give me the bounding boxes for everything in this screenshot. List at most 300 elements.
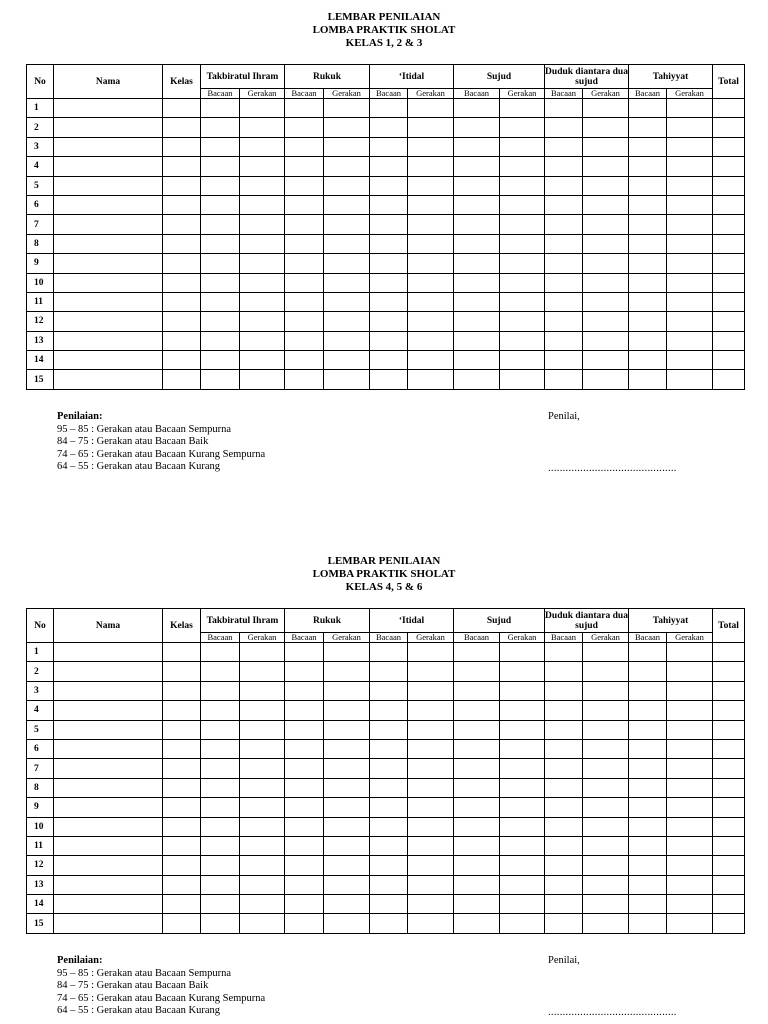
score-cell[interactable] — [324, 856, 370, 875]
score-cell[interactable] — [583, 739, 629, 758]
score-cell[interactable] — [500, 215, 545, 234]
score-cell[interactable] — [370, 331, 408, 350]
score-cell[interactable] — [370, 118, 408, 137]
nama-cell[interactable] — [54, 273, 163, 292]
score-cell[interactable] — [454, 778, 500, 797]
score-cell[interactable] — [545, 856, 583, 875]
score-cell[interactable] — [500, 195, 545, 214]
total-cell[interactable] — [713, 312, 745, 331]
kelas-cell[interactable] — [163, 370, 201, 389]
score-cell[interactable] — [201, 798, 240, 817]
score-cell[interactable] — [583, 370, 629, 389]
score-cell[interactable] — [324, 118, 370, 137]
score-cell[interactable] — [454, 914, 500, 933]
score-cell[interactable] — [667, 234, 713, 253]
score-cell[interactable] — [408, 157, 454, 176]
score-cell[interactable] — [545, 312, 583, 331]
score-cell[interactable] — [370, 99, 408, 118]
score-cell[interactable] — [583, 759, 629, 778]
score-cell[interactable] — [370, 351, 408, 370]
score-cell[interactable] — [629, 254, 667, 273]
kelas-cell[interactable] — [163, 331, 201, 350]
score-cell[interactable] — [240, 351, 285, 370]
nama-cell[interactable] — [54, 739, 163, 758]
score-cell[interactable] — [500, 176, 545, 195]
score-cell[interactable] — [324, 836, 370, 855]
score-cell[interactable] — [201, 273, 240, 292]
kelas-cell[interactable] — [163, 254, 201, 273]
score-cell[interactable] — [285, 331, 324, 350]
score-cell[interactable] — [240, 195, 285, 214]
kelas-cell[interactable] — [163, 798, 201, 817]
score-cell[interactable] — [545, 817, 583, 836]
score-cell[interactable] — [629, 137, 667, 156]
score-cell[interactable] — [667, 720, 713, 739]
score-cell[interactable] — [324, 720, 370, 739]
score-cell[interactable] — [667, 157, 713, 176]
score-cell[interactable] — [201, 681, 240, 700]
total-cell[interactable] — [713, 254, 745, 273]
score-cell[interactable] — [240, 914, 285, 933]
total-cell[interactable] — [713, 662, 745, 681]
score-cell[interactable] — [285, 312, 324, 331]
score-cell[interactable] — [408, 370, 454, 389]
total-cell[interactable] — [713, 701, 745, 720]
score-cell[interactable] — [285, 254, 324, 273]
score-cell[interactable] — [667, 99, 713, 118]
score-cell[interactable] — [408, 312, 454, 331]
score-cell[interactable] — [370, 234, 408, 253]
score-cell[interactable] — [454, 137, 500, 156]
score-cell[interactable] — [583, 836, 629, 855]
score-cell[interactable] — [629, 759, 667, 778]
score-cell[interactable] — [285, 759, 324, 778]
total-cell[interactable] — [713, 99, 745, 118]
score-cell[interactable] — [370, 681, 408, 700]
score-cell[interactable] — [454, 739, 500, 758]
kelas-cell[interactable] — [163, 215, 201, 234]
score-cell[interactable] — [545, 215, 583, 234]
score-cell[interactable] — [545, 662, 583, 681]
score-cell[interactable] — [201, 234, 240, 253]
score-cell[interactable] — [500, 798, 545, 817]
score-cell[interactable] — [545, 195, 583, 214]
score-cell[interactable] — [408, 215, 454, 234]
score-cell[interactable] — [285, 681, 324, 700]
score-cell[interactable] — [324, 312, 370, 331]
total-cell[interactable] — [713, 273, 745, 292]
score-cell[interactable] — [240, 681, 285, 700]
score-cell[interactable] — [285, 215, 324, 234]
score-cell[interactable] — [454, 681, 500, 700]
score-cell[interactable] — [370, 720, 408, 739]
score-cell[interactable] — [583, 331, 629, 350]
score-cell[interactable] — [583, 99, 629, 118]
score-cell[interactable] — [240, 662, 285, 681]
score-cell[interactable] — [629, 798, 667, 817]
score-cell[interactable] — [285, 836, 324, 855]
score-cell[interactable] — [667, 836, 713, 855]
kelas-cell[interactable] — [163, 234, 201, 253]
score-cell[interactable] — [629, 662, 667, 681]
nama-cell[interactable] — [54, 292, 163, 311]
score-cell[interactable] — [500, 836, 545, 855]
score-cell[interactable] — [454, 215, 500, 234]
score-cell[interactable] — [285, 292, 324, 311]
score-cell[interactable] — [667, 292, 713, 311]
score-cell[interactable] — [201, 701, 240, 720]
kelas-cell[interactable] — [163, 895, 201, 914]
score-cell[interactable] — [240, 875, 285, 894]
score-cell[interactable] — [408, 662, 454, 681]
total-cell[interactable] — [713, 895, 745, 914]
score-cell[interactable] — [324, 817, 370, 836]
score-cell[interactable] — [500, 137, 545, 156]
score-cell[interactable] — [201, 254, 240, 273]
score-cell[interactable] — [454, 875, 500, 894]
score-cell[interactable] — [324, 662, 370, 681]
total-cell[interactable] — [713, 856, 745, 875]
score-cell[interactable] — [545, 234, 583, 253]
score-cell[interactable] — [454, 292, 500, 311]
score-cell[interactable] — [324, 895, 370, 914]
score-cell[interactable] — [408, 273, 454, 292]
score-cell[interactable] — [667, 254, 713, 273]
score-cell[interactable] — [324, 739, 370, 758]
score-cell[interactable] — [201, 99, 240, 118]
score-cell[interactable] — [583, 195, 629, 214]
score-cell[interactable] — [285, 662, 324, 681]
score-cell[interactable] — [545, 273, 583, 292]
nama-cell[interactable] — [54, 701, 163, 720]
score-cell[interactable] — [285, 351, 324, 370]
nama-cell[interactable] — [54, 836, 163, 855]
score-cell[interactable] — [500, 856, 545, 875]
score-cell[interactable] — [583, 234, 629, 253]
score-cell[interactable] — [629, 914, 667, 933]
score-cell[interactable] — [201, 739, 240, 758]
score-cell[interactable] — [370, 137, 408, 156]
score-cell[interactable] — [454, 836, 500, 855]
score-cell[interactable] — [545, 701, 583, 720]
kelas-cell[interactable] — [163, 817, 201, 836]
score-cell[interactable] — [201, 370, 240, 389]
score-cell[interactable] — [629, 856, 667, 875]
score-cell[interactable] — [240, 895, 285, 914]
score-cell[interactable] — [408, 331, 454, 350]
score-cell[interactable] — [500, 157, 545, 176]
score-cell[interactable] — [667, 643, 713, 662]
kelas-cell[interactable] — [163, 195, 201, 214]
score-cell[interactable] — [285, 176, 324, 195]
score-cell[interactable] — [285, 875, 324, 894]
score-cell[interactable] — [454, 254, 500, 273]
score-cell[interactable] — [545, 875, 583, 894]
score-cell[interactable] — [285, 273, 324, 292]
score-cell[interactable] — [667, 778, 713, 797]
score-cell[interactable] — [240, 720, 285, 739]
total-cell[interactable] — [713, 681, 745, 700]
score-cell[interactable] — [408, 681, 454, 700]
score-cell[interactable] — [201, 643, 240, 662]
score-cell[interactable] — [370, 701, 408, 720]
total-cell[interactable] — [713, 215, 745, 234]
score-cell[interactable] — [667, 914, 713, 933]
score-cell[interactable] — [201, 817, 240, 836]
score-cell[interactable] — [454, 195, 500, 214]
score-cell[interactable] — [324, 370, 370, 389]
total-cell[interactable] — [713, 817, 745, 836]
score-cell[interactable] — [370, 157, 408, 176]
total-cell[interactable] — [713, 778, 745, 797]
score-cell[interactable] — [240, 856, 285, 875]
score-cell[interactable] — [370, 370, 408, 389]
score-cell[interactable] — [545, 720, 583, 739]
score-cell[interactable] — [545, 739, 583, 758]
score-cell[interactable] — [500, 778, 545, 797]
score-cell[interactable] — [370, 836, 408, 855]
score-cell[interactable] — [500, 312, 545, 331]
score-cell[interactable] — [408, 875, 454, 894]
total-cell[interactable] — [713, 176, 745, 195]
score-cell[interactable] — [500, 739, 545, 758]
score-cell[interactable] — [583, 254, 629, 273]
score-cell[interactable] — [629, 895, 667, 914]
score-cell[interactable] — [500, 759, 545, 778]
score-cell[interactable] — [583, 215, 629, 234]
nama-cell[interactable] — [54, 312, 163, 331]
score-cell[interactable] — [324, 798, 370, 817]
score-cell[interactable] — [667, 215, 713, 234]
score-cell[interactable] — [324, 292, 370, 311]
score-cell[interactable] — [667, 370, 713, 389]
score-cell[interactable] — [454, 798, 500, 817]
score-cell[interactable] — [285, 856, 324, 875]
score-cell[interactable] — [500, 254, 545, 273]
score-cell[interactable] — [324, 99, 370, 118]
score-cell[interactable] — [629, 195, 667, 214]
score-cell[interactable] — [667, 331, 713, 350]
score-cell[interactable] — [408, 817, 454, 836]
score-cell[interactable] — [370, 895, 408, 914]
score-cell[interactable] — [545, 118, 583, 137]
kelas-cell[interactable] — [163, 739, 201, 758]
total-cell[interactable] — [713, 234, 745, 253]
total-cell[interactable] — [713, 331, 745, 350]
kelas-cell[interactable] — [163, 856, 201, 875]
score-cell[interactable] — [370, 273, 408, 292]
score-cell[interactable] — [583, 798, 629, 817]
score-cell[interactable] — [285, 739, 324, 758]
nama-cell[interactable] — [54, 234, 163, 253]
kelas-cell[interactable] — [163, 176, 201, 195]
score-cell[interactable] — [545, 798, 583, 817]
score-cell[interactable] — [324, 234, 370, 253]
score-cell[interactable] — [583, 914, 629, 933]
total-cell[interactable] — [713, 914, 745, 933]
score-cell[interactable] — [240, 370, 285, 389]
score-cell[interactable] — [454, 273, 500, 292]
score-cell[interactable] — [285, 817, 324, 836]
score-cell[interactable] — [629, 681, 667, 700]
total-cell[interactable] — [713, 739, 745, 758]
score-cell[interactable] — [201, 759, 240, 778]
score-cell[interactable] — [500, 681, 545, 700]
score-cell[interactable] — [500, 351, 545, 370]
score-cell[interactable] — [285, 798, 324, 817]
nama-cell[interactable] — [54, 759, 163, 778]
score-cell[interactable] — [500, 273, 545, 292]
score-cell[interactable] — [583, 273, 629, 292]
score-cell[interactable] — [324, 331, 370, 350]
score-cell[interactable] — [201, 176, 240, 195]
kelas-cell[interactable] — [163, 662, 201, 681]
score-cell[interactable] — [454, 720, 500, 739]
score-cell[interactable] — [408, 720, 454, 739]
score-cell[interactable] — [583, 895, 629, 914]
score-cell[interactable] — [285, 370, 324, 389]
score-cell[interactable] — [629, 817, 667, 836]
score-cell[interactable] — [500, 331, 545, 350]
total-cell[interactable] — [713, 875, 745, 894]
score-cell[interactable] — [240, 118, 285, 137]
score-cell[interactable] — [370, 312, 408, 331]
score-cell[interactable] — [667, 895, 713, 914]
score-cell[interactable] — [454, 118, 500, 137]
score-cell[interactable] — [629, 234, 667, 253]
score-cell[interactable] — [667, 662, 713, 681]
score-cell[interactable] — [240, 254, 285, 273]
score-cell[interactable] — [324, 778, 370, 797]
score-cell[interactable] — [629, 312, 667, 331]
kelas-cell[interactable] — [163, 643, 201, 662]
score-cell[interactable] — [408, 643, 454, 662]
score-cell[interactable] — [454, 895, 500, 914]
kelas-cell[interactable] — [163, 778, 201, 797]
score-cell[interactable] — [370, 798, 408, 817]
score-cell[interactable] — [629, 215, 667, 234]
nama-cell[interactable] — [54, 370, 163, 389]
score-cell[interactable] — [240, 137, 285, 156]
score-cell[interactable] — [408, 836, 454, 855]
score-cell[interactable] — [545, 176, 583, 195]
nama-cell[interactable] — [54, 720, 163, 739]
score-cell[interactable] — [667, 798, 713, 817]
kelas-cell[interactable] — [163, 914, 201, 933]
total-cell[interactable] — [713, 836, 745, 855]
score-cell[interactable] — [370, 215, 408, 234]
score-cell[interactable] — [201, 331, 240, 350]
score-cell[interactable] — [408, 895, 454, 914]
score-cell[interactable] — [545, 759, 583, 778]
score-cell[interactable] — [583, 662, 629, 681]
nama-cell[interactable] — [54, 914, 163, 933]
score-cell[interactable] — [500, 914, 545, 933]
score-cell[interactable] — [500, 895, 545, 914]
kelas-cell[interactable] — [163, 273, 201, 292]
score-cell[interactable] — [240, 798, 285, 817]
kelas-cell[interactable] — [163, 137, 201, 156]
score-cell[interactable] — [285, 118, 324, 137]
total-cell[interactable] — [713, 351, 745, 370]
score-cell[interactable] — [583, 351, 629, 370]
nama-cell[interactable] — [54, 798, 163, 817]
nama-cell[interactable] — [54, 351, 163, 370]
score-cell[interactable] — [240, 701, 285, 720]
score-cell[interactable] — [324, 195, 370, 214]
score-cell[interactable] — [500, 875, 545, 894]
score-cell[interactable] — [583, 137, 629, 156]
score-cell[interactable] — [201, 662, 240, 681]
score-cell[interactable] — [545, 681, 583, 700]
score-cell[interactable] — [667, 759, 713, 778]
score-cell[interactable] — [201, 118, 240, 137]
score-cell[interactable] — [454, 157, 500, 176]
score-cell[interactable] — [285, 643, 324, 662]
score-cell[interactable] — [408, 739, 454, 758]
score-cell[interactable] — [370, 254, 408, 273]
score-cell[interactable] — [667, 739, 713, 758]
score-cell[interactable] — [324, 137, 370, 156]
total-cell[interactable] — [713, 643, 745, 662]
nama-cell[interactable] — [54, 331, 163, 350]
score-cell[interactable] — [629, 701, 667, 720]
total-cell[interactable] — [713, 798, 745, 817]
score-cell[interactable] — [240, 215, 285, 234]
score-cell[interactable] — [454, 662, 500, 681]
score-cell[interactable] — [583, 681, 629, 700]
score-cell[interactable] — [370, 875, 408, 894]
score-cell[interactable] — [324, 351, 370, 370]
kelas-cell[interactable] — [163, 701, 201, 720]
score-cell[interactable] — [201, 195, 240, 214]
score-cell[interactable] — [500, 662, 545, 681]
score-cell[interactable] — [324, 254, 370, 273]
nama-cell[interactable] — [54, 176, 163, 195]
score-cell[interactable] — [240, 331, 285, 350]
score-cell[interactable] — [240, 817, 285, 836]
score-cell[interactable] — [545, 137, 583, 156]
score-cell[interactable] — [285, 778, 324, 797]
score-cell[interactable] — [583, 176, 629, 195]
nama-cell[interactable] — [54, 254, 163, 273]
score-cell[interactable] — [500, 99, 545, 118]
score-cell[interactable] — [240, 739, 285, 758]
score-cell[interactable] — [324, 273, 370, 292]
score-cell[interactable] — [629, 643, 667, 662]
score-cell[interactable] — [240, 778, 285, 797]
kelas-cell[interactable] — [163, 292, 201, 311]
score-cell[interactable] — [201, 157, 240, 176]
score-cell[interactable] — [500, 817, 545, 836]
score-cell[interactable] — [583, 701, 629, 720]
score-cell[interactable] — [583, 643, 629, 662]
kelas-cell[interactable] — [163, 157, 201, 176]
score-cell[interactable] — [324, 215, 370, 234]
score-cell[interactable] — [583, 817, 629, 836]
score-cell[interactable] — [583, 312, 629, 331]
score-cell[interactable] — [408, 137, 454, 156]
score-cell[interactable] — [667, 118, 713, 137]
score-cell[interactable] — [201, 836, 240, 855]
total-cell[interactable] — [713, 118, 745, 137]
score-cell[interactable] — [629, 157, 667, 176]
score-cell[interactable] — [240, 312, 285, 331]
nama-cell[interactable] — [54, 643, 163, 662]
total-cell[interactable] — [713, 370, 745, 389]
score-cell[interactable] — [240, 643, 285, 662]
nama-cell[interactable] — [54, 875, 163, 894]
